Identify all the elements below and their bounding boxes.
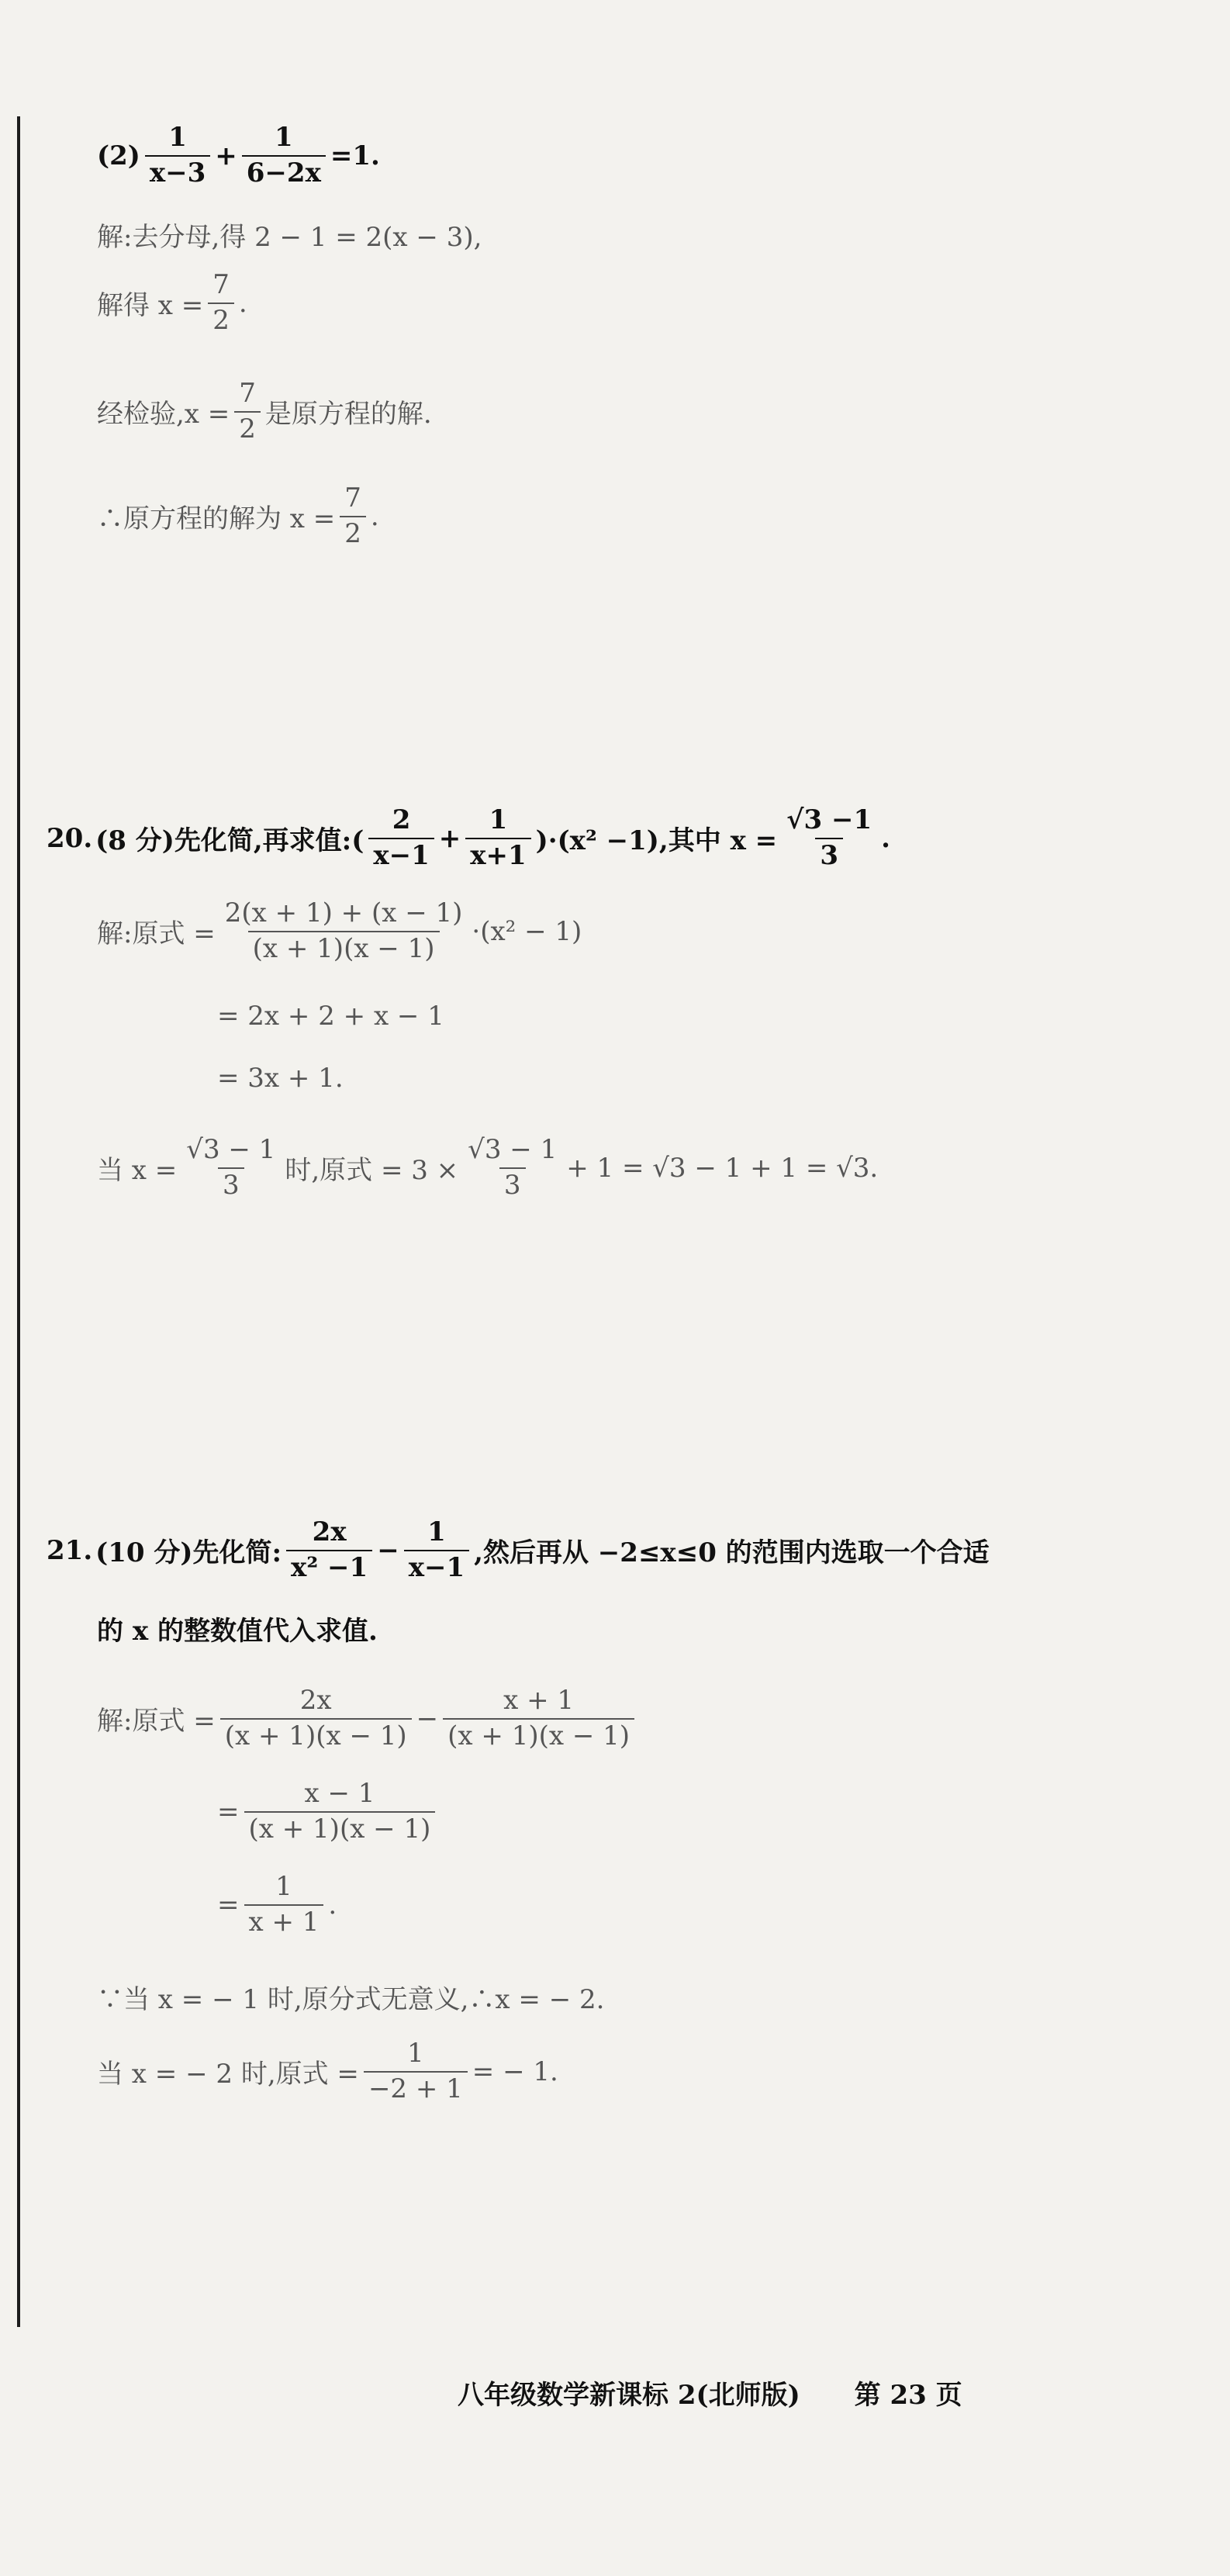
p21-step-1 [97,1687,639,1750]
fraction [242,124,326,187]
step-text: 是原方程的解. [264,399,432,430]
denominator: x−1 [368,838,434,870]
p21-step-2 [217,1780,440,1843]
p19-2-stem [97,124,380,187]
fraction [364,2040,468,2103]
step-text: = [217,1889,240,1921]
step-text: 当 x = − 2 时,原式 = [97,2059,359,2090]
step-text: 时,原式 = 3 × [285,1155,459,1187]
denominator: (x + 1)(x − 1) [443,1718,634,1751]
numerator: 2 [392,804,411,835]
step-text: = [217,1796,240,1827]
fraction [465,804,530,871]
p20-stem [47,804,891,871]
denominator: −2 + 1 [364,2071,468,2104]
p19-2-step-2 [97,271,247,334]
fraction [404,1516,469,1583]
operator: − [377,1534,399,1566]
operator: + [438,822,461,854]
fraction [463,1136,561,1199]
fraction [145,124,210,187]
numerator: 2(x + 1) + (x − 1) [224,897,463,928]
denominator: 2 [208,303,234,335]
denominator: 3 [218,1167,244,1200]
fraction [244,1780,436,1843]
numerator: √3 −1 [786,804,872,835]
numerator: 1 [168,122,187,153]
denominator: (x + 1)(x − 1) [248,931,440,963]
operator: − [416,1703,439,1734]
stem-text: . [881,822,891,854]
margin-rule [17,116,20,2327]
fraction [286,1516,372,1583]
denominator: x−3 [145,155,210,188]
step-text: ∴原方程的解为 x = [97,503,336,535]
p19-2-step-3 [97,380,432,443]
numerator: 1 [275,1871,292,1902]
fraction [244,1873,324,1936]
fraction [782,804,876,871]
stem-text: )·(x² −1),其中 x = [535,825,778,857]
p20-step-3: = 3x + 1. [217,1063,344,1094]
step-text: + 1 = √3 − 1 + 1 = √3. [566,1152,879,1184]
fraction [340,482,366,549]
step-text: 解得 x = [97,290,204,322]
stem-text: (10 分)先化简: [95,1537,282,1569]
step-text: . [370,500,379,532]
question-number: 20. [47,822,93,854]
p20-step-2: = 2x + 2 + x − 1 [217,1001,444,1032]
p20-step-4 [97,1136,878,1199]
step-text: 解:原式 = [97,1706,216,1738]
denominator: 6−2x [242,155,326,188]
denominator: x + 1 [244,1904,324,1937]
step-text: 解:原式 = [97,918,216,950]
numerator: 7 [212,269,230,300]
numerator: 1 [407,2038,424,2069]
denominator: 2 [340,516,366,548]
denominator: x−1 [404,1550,469,1582]
denominator: 3 [499,1167,526,1200]
stem-text: ,然后再从 −2≤x≤0 的范围内选取一个合适 [474,1537,990,1569]
p19-2-step-1: 解:去分母,得 2 − 1 = 2(x − 3), [97,222,482,253]
book-title: 八年级数学新课标 2(北师版) [458,2380,800,2411]
step-text: 当 x = [97,1155,178,1187]
equation-tail: =1. [330,140,380,171]
fraction [220,897,468,964]
denominator: 2 [234,411,261,444]
fraction [220,1687,412,1750]
page-footer [458,2374,962,2412]
denominator: x+1 [465,838,530,870]
fraction [368,804,434,871]
step-text: . [328,1889,337,1921]
numerator: x + 1 [503,1685,575,1716]
fraction [208,271,234,334]
p21-step-3 [217,1873,337,1936]
numerator: 7 [239,378,256,409]
operator: + [215,140,237,171]
numerator: 7 [344,482,361,513]
step-text: ·(x² − 1) [472,915,582,947]
denominator: x² −1 [286,1550,372,1582]
denominator: (x + 1)(x − 1) [220,1718,412,1751]
p20-step-1 [97,897,582,964]
p21-stem [47,1516,990,1583]
denominator: (x + 1)(x − 1) [244,1811,436,1844]
fraction [443,1687,634,1750]
p21-stem-line-2: 的 x 的整数值代入求值. [97,1616,378,1647]
numerator: 2x [312,1516,347,1547]
p21-step-4: ∵当 x = − 1 时,原分式无意义,∴x = − 2. [97,1984,605,2015]
part-label: (2) [97,140,140,171]
page-number: 第 23 页 [854,2380,962,2411]
fraction [181,1136,280,1199]
denominator: 3 [815,838,843,870]
question-number: 21. [47,1534,93,1566]
numerator: x − 1 [304,1778,375,1809]
step-text: = − 1. [472,2056,558,2087]
numerator: 1 [274,122,293,153]
numerator: 1 [489,804,508,835]
numerator: 2x [299,1685,332,1716]
stem-text: (8 分)先化简,再求值:( [95,825,365,857]
fraction [234,380,261,443]
numerator: √3 − 1 [186,1134,276,1165]
p21-step-5 [97,2040,558,2103]
step-text: 经检验,x = [97,399,230,430]
numerator: 1 [427,1516,446,1547]
numerator: √3 − 1 [468,1134,558,1165]
step-text: . [238,287,247,319]
p19-2-step-4 [97,482,379,549]
